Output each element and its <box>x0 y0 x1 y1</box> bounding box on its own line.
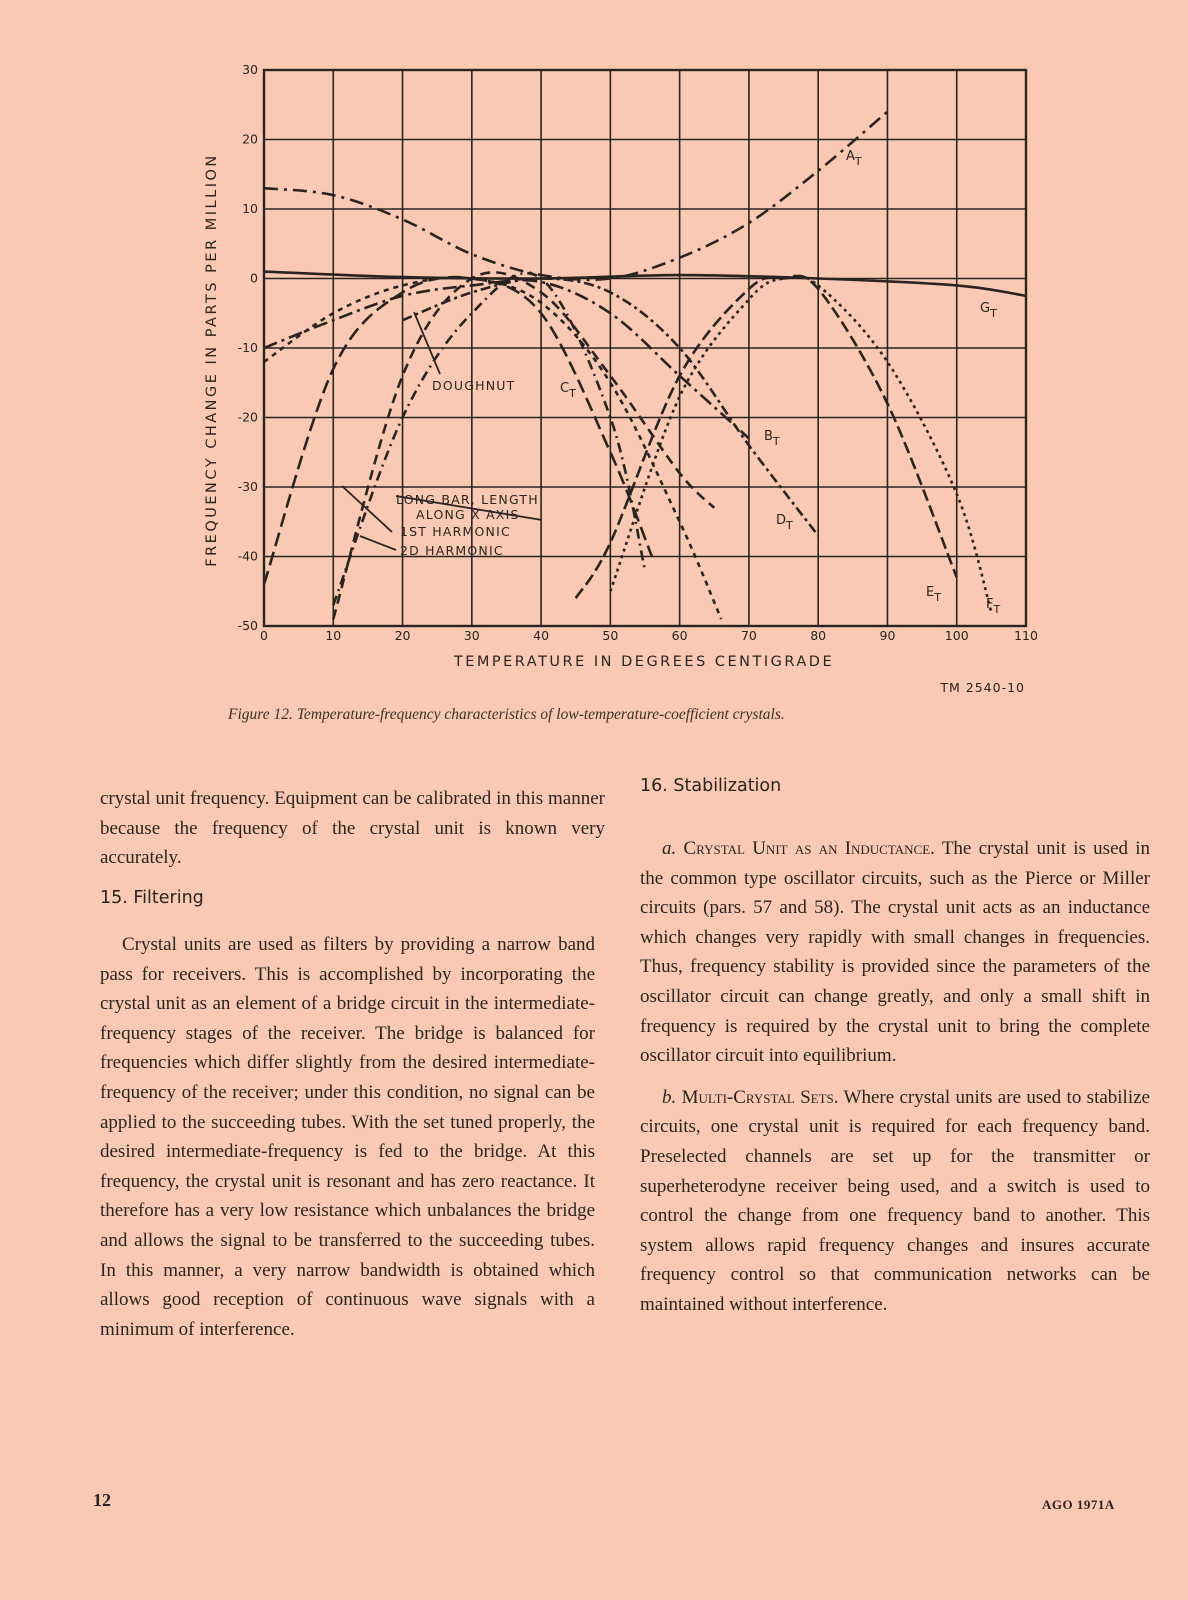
x-tick-label: 40 <box>533 628 550 643</box>
curve-label-et: $E_T$ <box>926 585 941 604</box>
y-tick-label: -30 <box>237 479 258 494</box>
x-tick-label: 20 <box>394 628 411 643</box>
y-tick-label: 20 <box>242 131 258 147</box>
x-tick-label: 50 <box>602 628 619 643</box>
paragraph-a-body: The crystal unit is used in the common type oscillator circuits, such as the Pierce or Miller circuits (pars. 57 and 58). The crystal unit acts as an inductance which changes very rapidly with small changes in frequencies. Thus, frequency stability is provided since the parameters of the oscillator circuit can change greatly, and only a small shift in frequency is required by the crystal unit to bring the complete oscillator circuit into equilibrium. <box>640 838 1151 1067</box>
x-tick-label: 80 <box>810 628 827 643</box>
series-line-at <box>264 112 887 280</box>
paragraph-a <box>640 834 1150 1071</box>
long-bar-label: LONG BAR, LENGTH <box>396 492 539 507</box>
y-tick-label: 0 <box>250 270 258 286</box>
section-heading-filtering: 15. Filtering <box>100 888 204 908</box>
series-line-bt <box>264 280 749 438</box>
filtering-paragraph: Crystal units are used as filters by providing a narrow band pass for receivers. This is accomplished by incorporating the crystal unit as an element of a bridge circuit in the intermediate-frequency stages of the receiver. The bridge is balanced for frequencies which differ slightly from the desired intermediate-frequency of the receiver; under this condition, no signal can be applied to the succeeding tubes. With the set tuned properly, the desired intermediate-frequency is fed to the bridge. At this frequency, the crystal unit is resonant and has zero reactance. It therefore has a very low resistance which unbalances the bridge and allows the signal to be transferred to the succeeding tubes. In this manner, a very narrow bandwidth is obtained which allows good reception of continuous wave signals with a minimum of interference. <box>100 934 595 1340</box>
series-line-ft <box>610 276 991 612</box>
section-heading-stabilization: 16. Stabilization <box>640 776 782 796</box>
page-number: 12 <box>93 1490 111 1510</box>
y-tick-label: 30 <box>242 62 258 77</box>
x-tick-label: 100 <box>944 628 969 643</box>
filtering-section <box>100 930 595 1344</box>
x-tick-label: 0 <box>260 628 268 643</box>
x-tick-label: 90 <box>879 628 896 643</box>
paragraph-a-label: a. <box>662 838 677 859</box>
curve-label-ct: $C_T$ <box>560 381 576 400</box>
x-tick-label: 30 <box>463 628 480 643</box>
paragraph-b-title: Multi-Crystal Sets. <box>681 1086 839 1108</box>
y-tick-label: -50 <box>237 618 258 633</box>
x-tick-label: 60 <box>671 628 688 643</box>
figure-caption: Figure 12. Temperature-frequency characteristics of low-temperature-coefficient crystals. <box>228 706 785 723</box>
second-harmonic-leader <box>360 536 396 550</box>
paragraph-b-label: b. <box>662 1086 677 1108</box>
y-tick-label: -40 <box>237 548 258 564</box>
x-tick-label: 10 <box>325 628 342 643</box>
left-column <box>100 784 605 873</box>
y-tick-label: 10 <box>242 201 258 216</box>
chart-svg <box>0 0 1188 700</box>
curve-label-ft: $F_T$ <box>986 597 1001 616</box>
y-tick-label: -20 <box>237 409 258 425</box>
right-column <box>640 834 1150 1320</box>
x-tick-label: 70 <box>740 628 757 643</box>
y-tick-label: -10 <box>237 340 258 355</box>
footer-code: AGO 1971A <box>1042 1497 1115 1512</box>
paragraph-a-title: Crystal Unit as an Inductance. <box>683 838 935 859</box>
continuation-paragraph: crystal unit frequency. Equipment can be calibrated in this manner because the frequency of the crystal unit is known very accurately. <box>100 788 605 869</box>
curve-label-bt: $B_T$ <box>764 429 780 448</box>
figure-id-code: TM 2540-10 <box>940 680 1025 695</box>
paragraph-b-body: Where crystal units are used to stabilize circuits, one crystal unit is required for each frequency band. Preselected channels are set up for the transmitter or superheterodyne receiver being used, and a switch is used to control the change from one frequency band to another. This system allows rapid frequency changes and insures accurate frequency control so that communication networks can be maintained without interference. <box>640 1086 1150 1315</box>
figure-12-chart <box>0 0 1188 700</box>
x-tick-label: 110 <box>1014 628 1038 643</box>
paragraph-b <box>640 1083 1150 1320</box>
curve-label-at: $A_T$ <box>846 149 862 168</box>
curve-label-dt: $D_T$ <box>776 513 793 532</box>
first-harmonic-label: 1ST HARMONIC <box>400 524 511 539</box>
curve-label-gt: $G_T$ <box>980 301 997 320</box>
x-axis-label: TEMPERATURE IN DEGREES CENTIGRADE <box>453 654 835 670</box>
doughnut-label: DOUGHNUT <box>432 378 516 393</box>
long-bar-axis-label: ALONG X AXIS <box>416 507 520 522</box>
second-harmonic-label: 2D HARMONIC <box>400 543 504 558</box>
y-axis-label: FREQUENCY CHANGE IN PARTS PER MILLION <box>204 153 220 567</box>
